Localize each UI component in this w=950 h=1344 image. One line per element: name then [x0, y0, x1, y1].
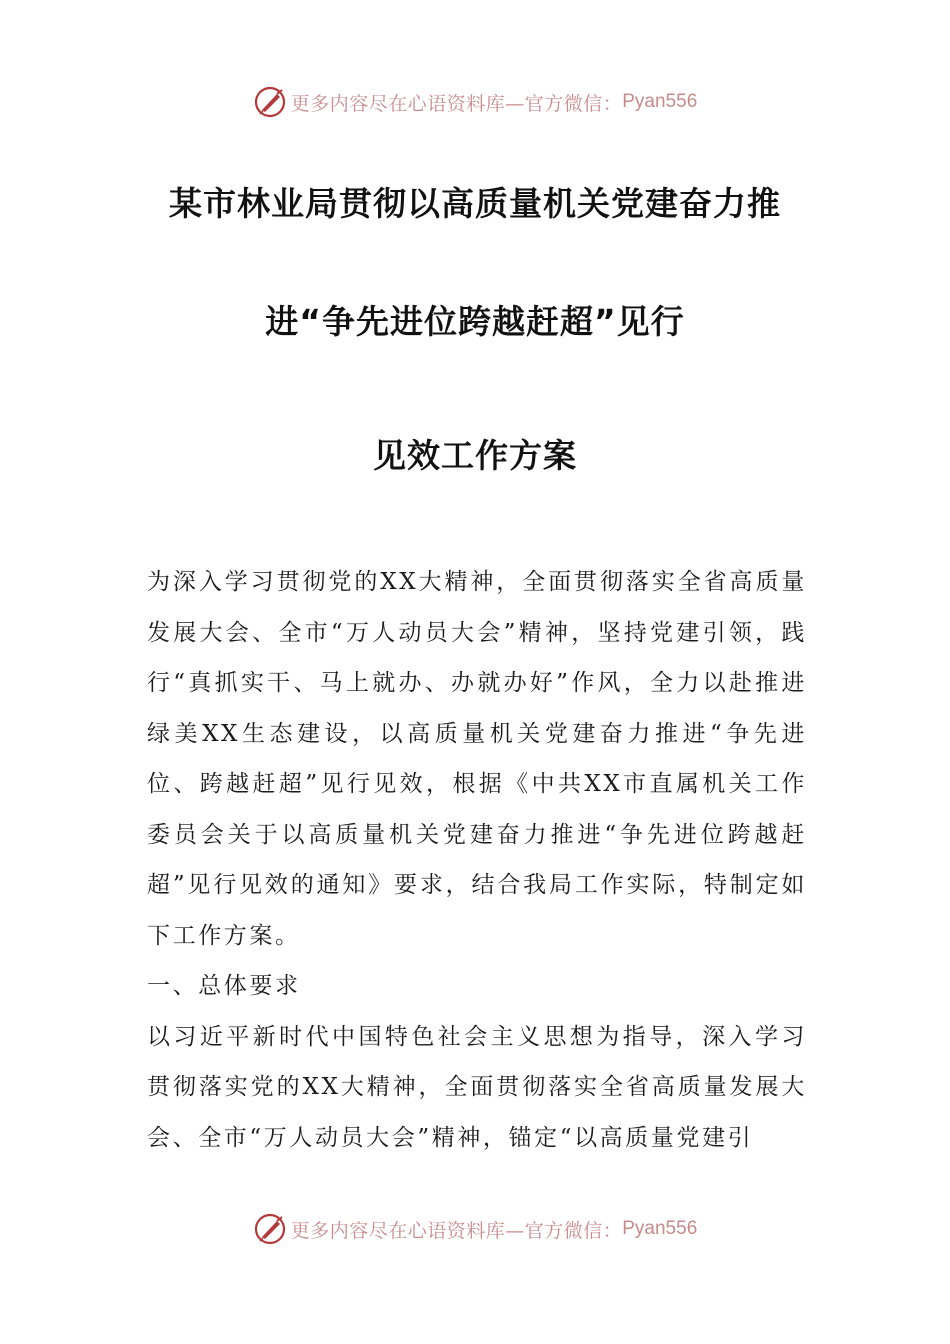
watermark-text: 更多内容尽在心语资料库—官方微信： — [290, 92, 623, 115]
watermark-wechat-id: Pyan556 — [622, 91, 698, 112]
intro-paragraph: 为深入学习贯彻党的XX大精神，全面贯彻落实全省高质量发展大会、全市“万人动员大会”精神，坚持党建引领，践行“真抓实干、马上就办、办就办好”作风，全力以赴推进绿美XX生态建设，以高质量机关党建奋力推进“争先进位、跨越赶超”见行见效，根据《中共XX市直属机关工作委员会关于以高质量机关党建奋力推进“争先进位跨越赶超”见行见效的通知》要求，结合我局工作实际，特制定如下工作方案。 — [147, 569, 807, 949]
watermark-text: 更多内容尽在心语资料库—官方微信： — [290, 1219, 623, 1242]
quill-logo-icon — [253, 1212, 287, 1246]
section-1-heading: 一、总体要求 — [147, 973, 301, 999]
document-title-line-3: 见效工作方案 — [373, 436, 577, 475]
document-body — [147, 557, 807, 1163]
document-title-line-1: 某市林业局贯彻以高质量机关党建奋力推 — [169, 184, 781, 223]
header-watermark — [0, 82, 950, 122]
quill-logo-icon — [253, 85, 287, 119]
footer-watermark — [0, 1209, 950, 1249]
document-title-line-2: 进“争先进位跨越赶超”见行 — [265, 302, 685, 341]
section-1-paragraph: 以习近平新时代中国特色社会主义思想为指导，深入学习贯彻落实党的XX大精神，全面贯彻落实全省高质量发展大会、全市“万人动员大会”精神，锚定“以高质量党建引 — [147, 1023, 807, 1151]
watermark-wechat-id: Pyan556 — [622, 1218, 698, 1239]
